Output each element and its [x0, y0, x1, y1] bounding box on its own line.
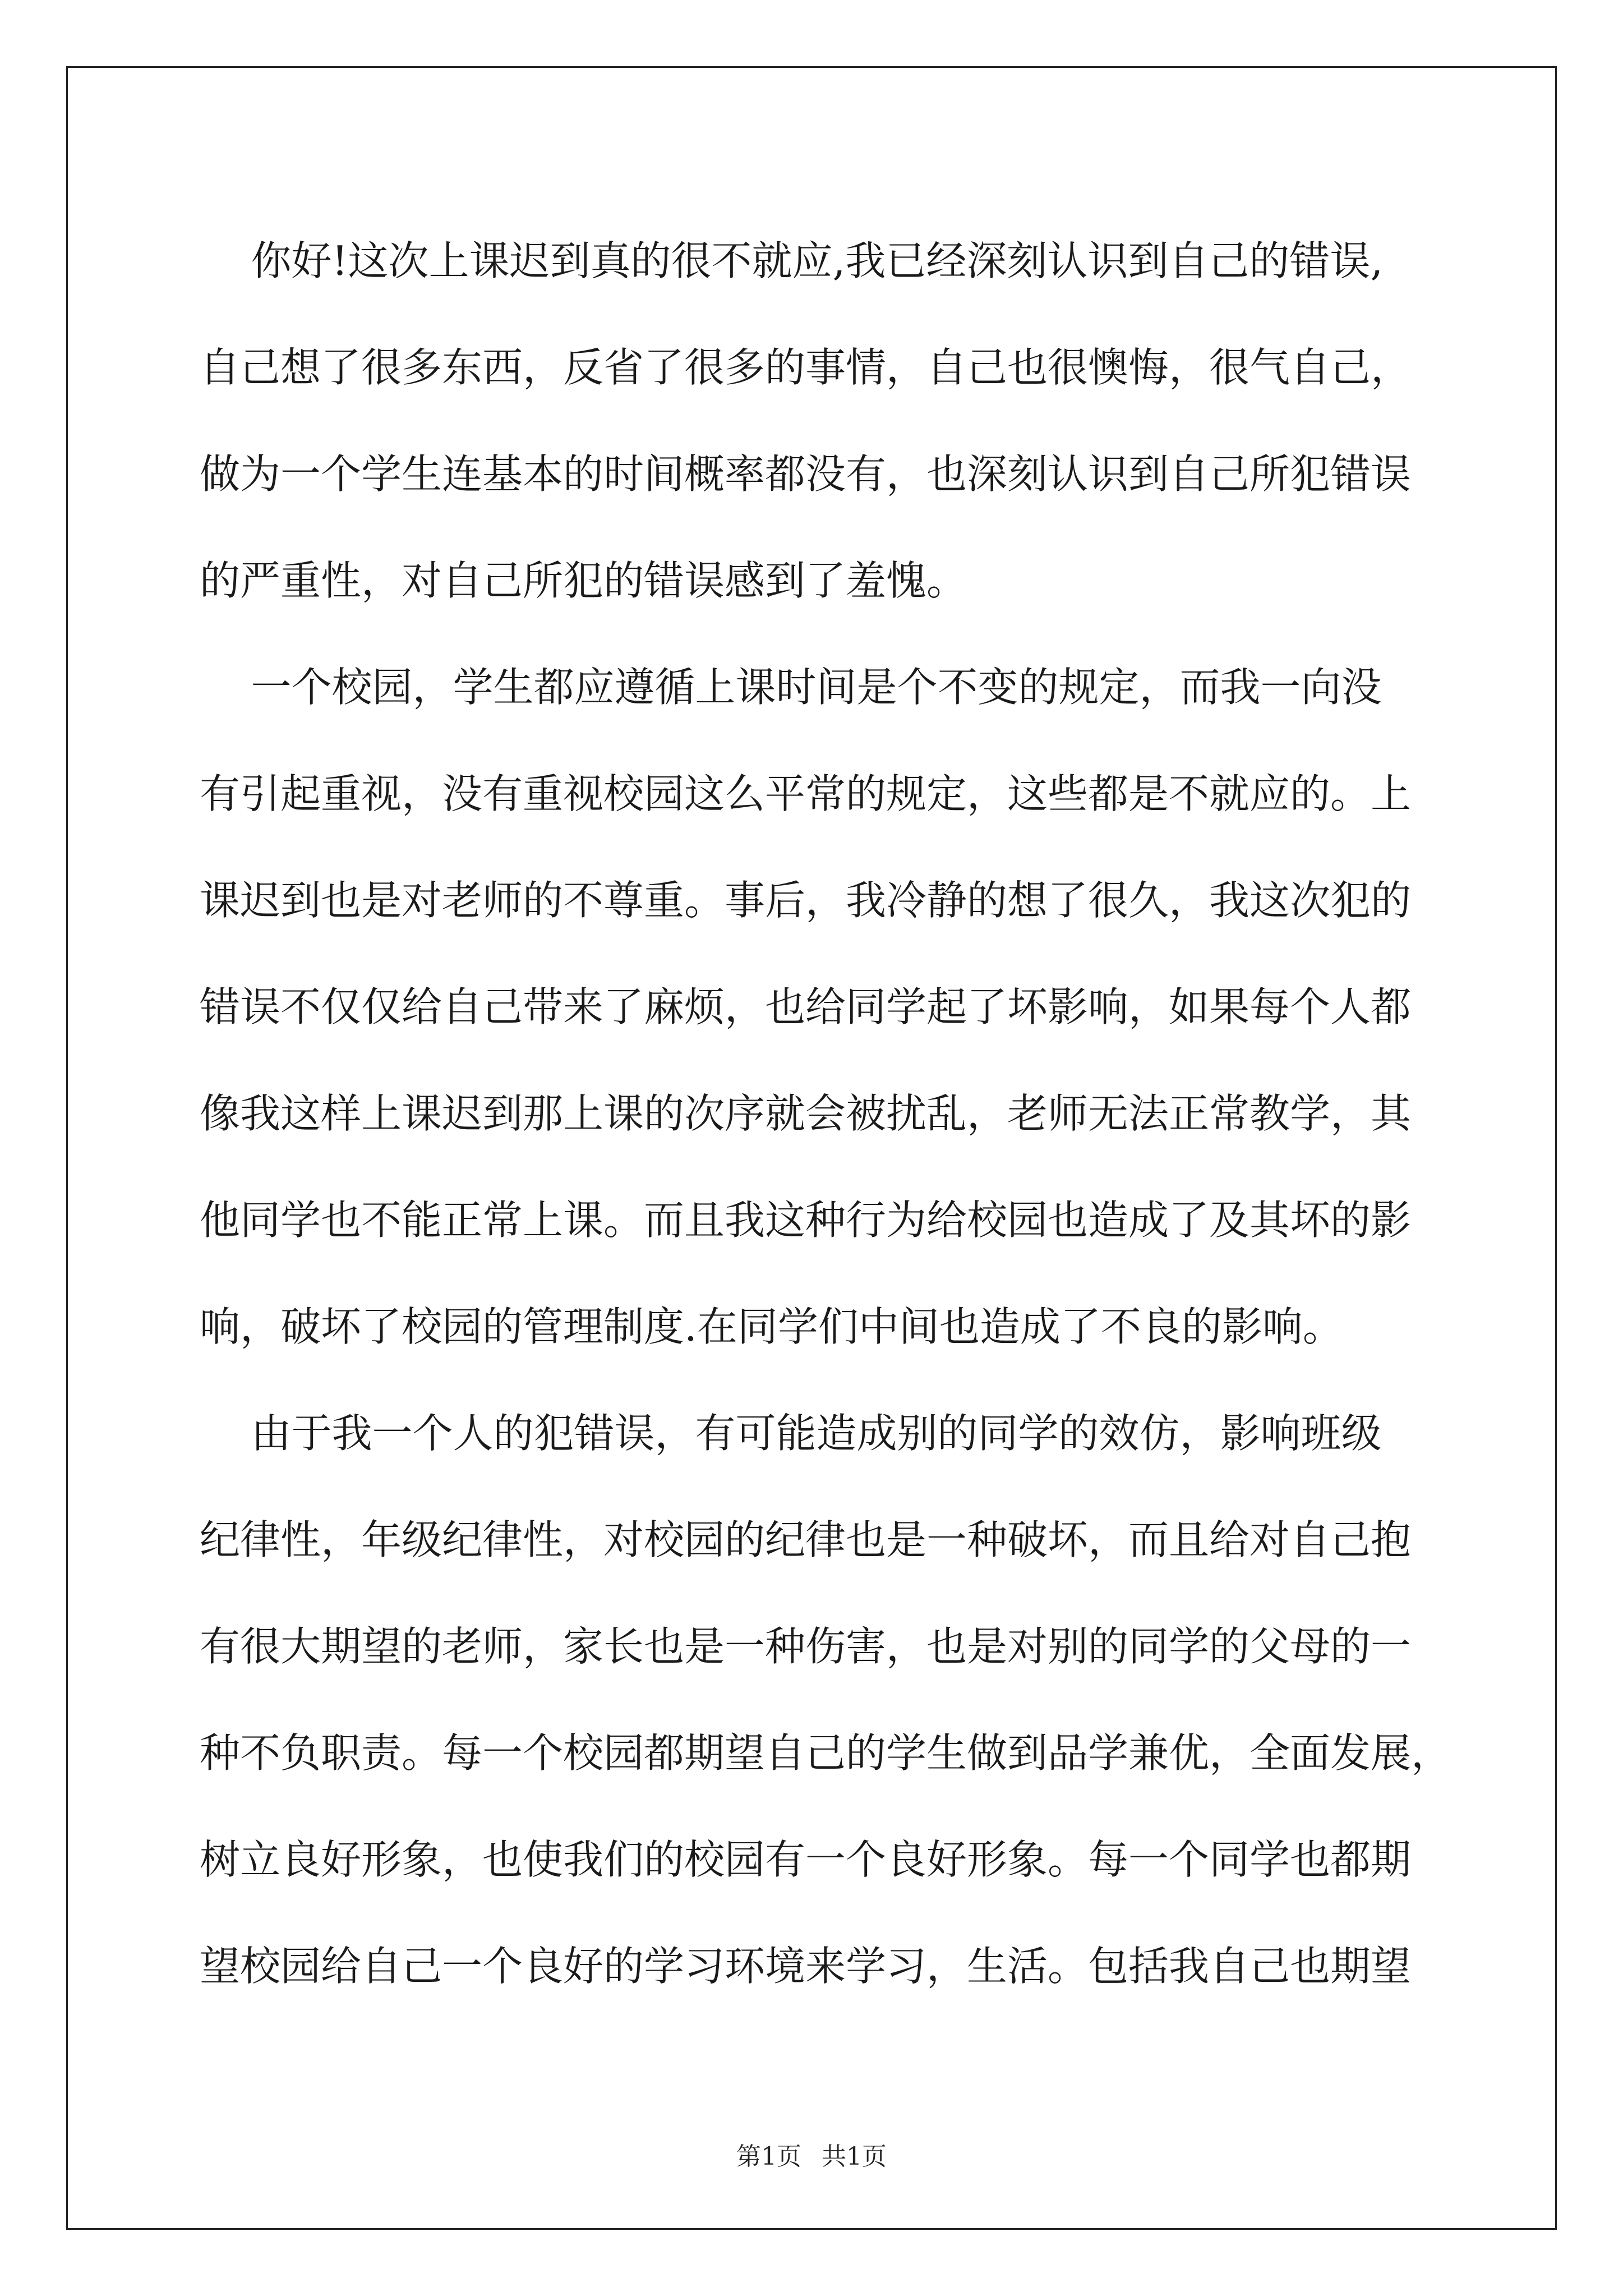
text-line-2: 自己想了很多东西，反省了很多的事情，自己也很懊悔，很气自己，	[200, 344, 1412, 391]
text-line-13: 纪律性，年级纪律性，对校园的纪律也是一种破坏，而且给对自己抱	[200, 1516, 1412, 1563]
text-line-4: 的严重性，对自己所犯的错误感到了羞愧。	[200, 557, 967, 604]
text-line-8: 错误不仅仅给自己带来了麻烦，也给同学起了坏影响，如果每个人都	[200, 983, 1412, 1030]
page-footer	[0, 2140, 1623, 2174]
text-line-11: 响，破坏了校园的管理制度.在同学们中间也造成了不良的影响。	[200, 1303, 1343, 1350]
text-line-10: 他同学也不能正常上课。而且我这种行为给校园也造成了及其坏的影	[200, 1197, 1412, 1244]
page-number-total: 共1页	[822, 2142, 887, 2171]
text-line-1: 你好!这次上课迟到真的很不就应,我已经深刻认识到自己的错误,	[200, 237, 1384, 284]
document-body	[200, 208, 1452, 2019]
text-line-14: 有很大期望的老师，家长也是一种伤害，也是对别的同学的父母的一	[200, 1623, 1412, 1670]
text-line-16: 树立良好形象，也使我们的校园有一个良好形象。每一个同学也都期	[200, 1836, 1412, 1883]
text-line-9: 像我这样上课迟到那上课的次序就会被扰乱，老师无法正常教学，其	[200, 1090, 1412, 1137]
page-number-current: 第1页	[736, 2142, 801, 2171]
text-line-7: 课迟到也是对老师的不尊重。事后，我冷静的想了很久，我这次犯的	[200, 877, 1412, 924]
text-line-6: 有引起重视，没有重视校园这么平常的规定，这些都是不就应的。上	[200, 770, 1412, 817]
text-line-12: 由于我一个人的犯错误，有可能造成别的同学的效仿，影响班级	[200, 1410, 1382, 1457]
text-line-5: 一个校园，学生都应遵循上课时间是个不变的规定，而我一向没	[200, 664, 1382, 711]
text-line-15: 种不负职责。每一个校园都期望自己的学生做到品学兼优，全面发展，	[200, 1729, 1452, 1777]
text-line-17: 望校园给自己一个良好的学习环境来学习，生活。包括我自己也期望	[200, 1943, 1412, 1990]
text-line-3: 做为一个学生连基本的时间概率都没有，也深刻认识到自己所犯错误	[200, 450, 1412, 498]
